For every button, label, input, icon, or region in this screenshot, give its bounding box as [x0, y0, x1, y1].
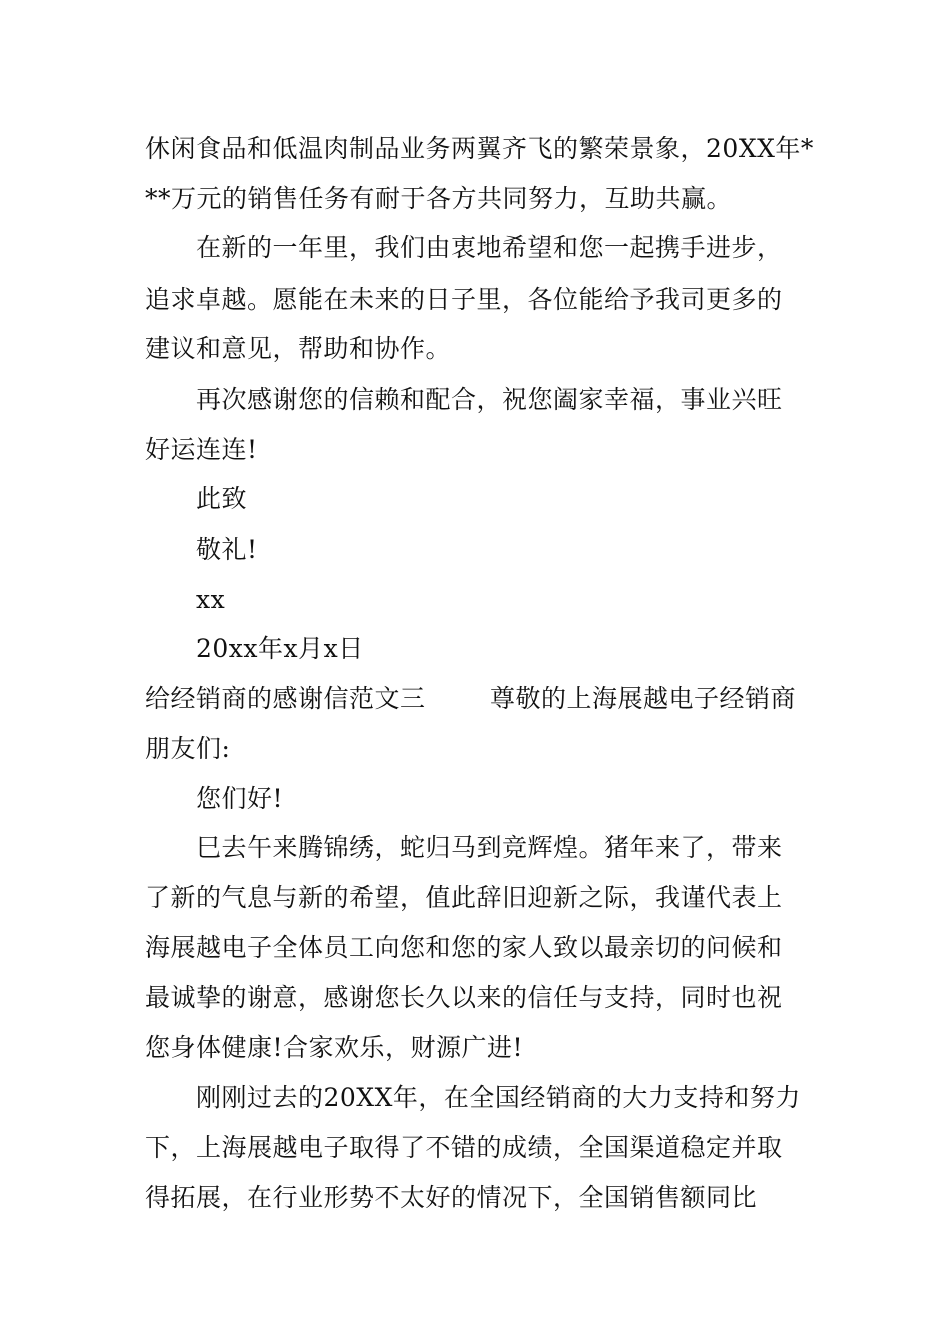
- text-line-18: 海展越电子全体员工向您和您的家人致以最亲切的问候和: [145, 933, 783, 962]
- text-line-22: 下，上海展越电子取得了不错的成绩，全国渠道稳定并取: [145, 1133, 783, 1162]
- greeting-line: 您们好!: [196, 784, 284, 813]
- text-line-17: 了新的气息与新的希望，值此辞旧迎新之际，我谨代表上: [145, 883, 783, 912]
- recipient-line: 尊敬的上海展越电子经销商: [490, 684, 797, 713]
- signature-name: xx: [196, 585, 226, 614]
- text-line-23: 得拓展，在行业形势不太好的情况下，全国销售额同比: [145, 1183, 758, 1212]
- text-line-6: 再次感谢您的信赖和配合，祝您阖家幸福，事业兴旺: [196, 385, 783, 414]
- text-line-20: 您身体健康!合家欢乐，财源广进!: [145, 1033, 524, 1062]
- text-line-1: 休闲食品和低温肉制品业务两翼齐飞的繁荣景象，20XX年*: [145, 134, 814, 163]
- text-line-3: 在新的一年里，我们由衷地希望和您一起携手进步，: [196, 233, 783, 262]
- text-line-4: 追求卓越。愿能在未来的日子里，各位能给予我司更多的: [145, 285, 783, 314]
- text-line-21: 刚刚过去的20XX年，在全国经销商的大力支持和努力: [196, 1083, 801, 1112]
- text-line-19: 最诚挚的谢意，感谢您长久以来的信任与支持，同时也祝: [145, 983, 783, 1012]
- text-line-7: 好运连连!: [145, 435, 258, 464]
- section-title: 给经销商的感谢信范文三: [145, 684, 426, 713]
- salutation-cizhi: 此致: [196, 484, 248, 513]
- text-line-2: **万元的销售任务有耐于各方共同努力，互助共赢。: [145, 184, 733, 213]
- text-line-16: 巳去午来腾锦绣，蛇归马到竞辉煌。猪年来了，带来: [196, 833, 783, 862]
- text-line-5: 建议和意见，帮助和协作。: [145, 334, 452, 363]
- recipient-line-continued: 朋友们:: [145, 734, 231, 763]
- salutation-jingli: 敬礼!: [196, 535, 258, 564]
- signature-date: 20xx年x月x日: [196, 634, 364, 663]
